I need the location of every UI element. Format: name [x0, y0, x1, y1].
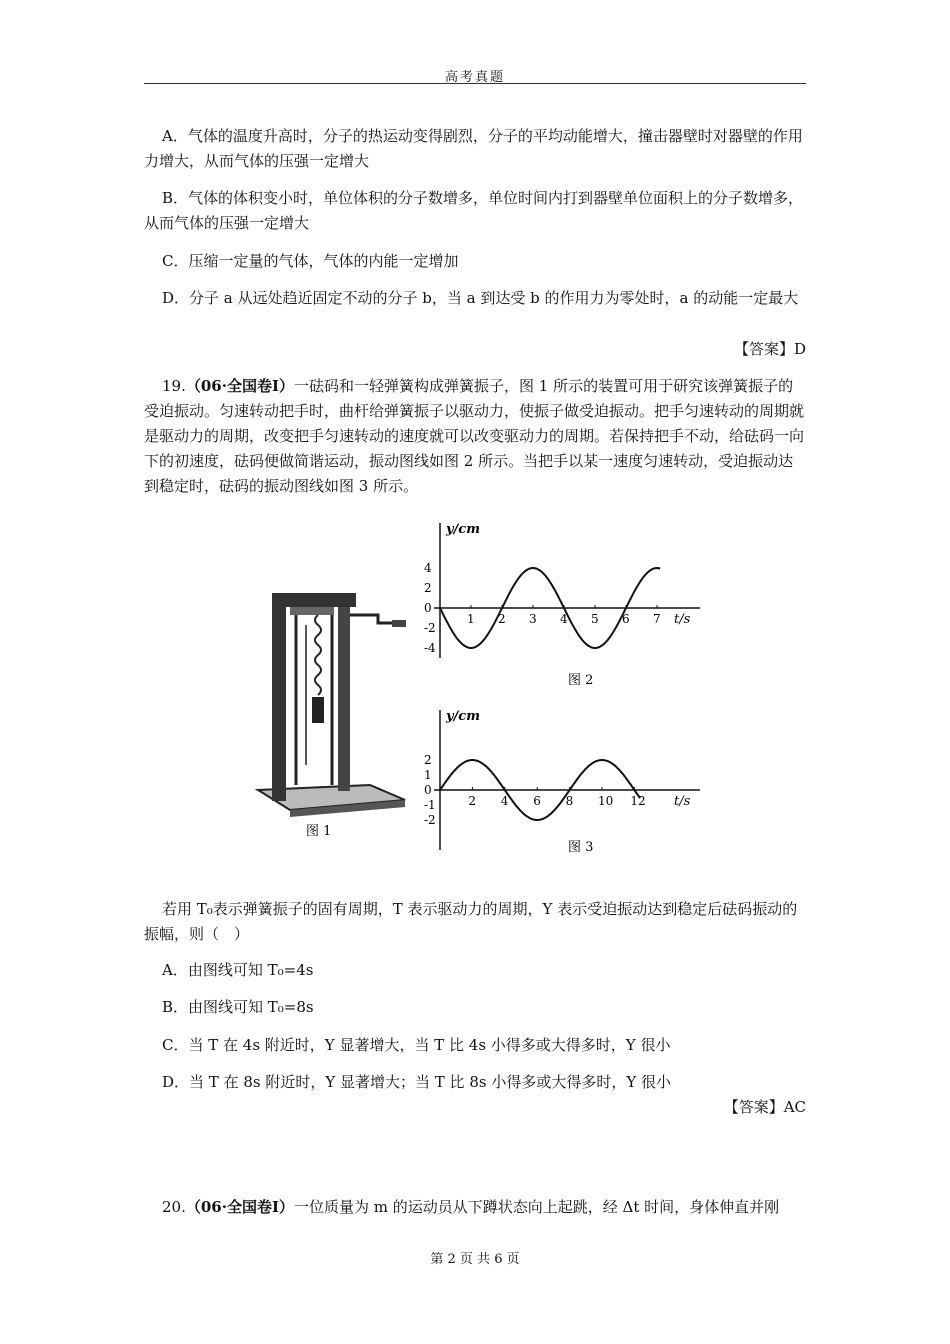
- x-tick-label: 2: [498, 612, 506, 626]
- y-tick-label: 2: [424, 581, 432, 595]
- y-axis-label: y/cm: [446, 522, 480, 537]
- x-tick-label: 6: [533, 794, 541, 808]
- q18-option-a: A．气体的温度升高时，分子的热运动变得剧烈，分子的平均动能增大，撞击器壁时对器壁的作用力增大，从而气体的压强一定增大: [144, 127, 803, 170]
- y-tick-label: -2: [424, 813, 436, 827]
- figure-1-caption: 图 1: [306, 824, 332, 839]
- q18-option-d: D．分子 a 从远处趋近固定不动的分子 b，当 a 到达受 b 的作用力为零处时，a 的动能一定最大: [162, 289, 799, 307]
- y-tick-label: 2: [424, 753, 432, 767]
- q19-stem-text: 一砝码和一轻弹簧构成弹簧振子，图 1 所示的装置可用于研究该弹簧振子的受迫振动。匀速转动把手时，曲杆给弹簧振子以驱动力，使振子做受迫振动。把手匀速转动的周期就是驱动力的周期，改变把手匀速转动的速度就可以改变驱动力的周期。若保持把手不动，给砝码一向下的初速度，砝码便做简谐运动，振动图线如图 2 所示。当把手以某一速度匀速转动，受迫振动达到稳定时，砝码的振动图线如图 3 所示。: [144, 377, 805, 495]
- q19-stem: [144, 374, 806, 499]
- x-tick-label: 5: [591, 612, 599, 626]
- figure-1-apparatus: [250, 565, 420, 845]
- figure-2-graph: [410, 518, 710, 693]
- x-tick-label: 7: [653, 612, 661, 626]
- x-axis-label: t/s: [674, 612, 691, 627]
- q19-option-b: B．由图线可知 T₀=8s: [162, 998, 314, 1016]
- q20-stem-text: 一位质量为 m 的运动员从下蹲状态向上起跳，经 Δt 时间，身体伸直并刚: [293, 1198, 780, 1216]
- x-tick-label: 4: [560, 612, 568, 626]
- q18-option-c: C．压缩一定量的气体，气体的内能一定增加: [162, 252, 459, 270]
- x-tick-label: 6: [622, 612, 630, 626]
- q19-answer: 【答案】AC: [723, 1098, 806, 1116]
- figure-caption: 图 3: [568, 840, 594, 855]
- header-rule: [144, 83, 806, 84]
- x-tick-label: 10: [598, 794, 614, 808]
- x-tick-label: 8: [565, 794, 574, 808]
- y-axis-label: y/cm: [446, 709, 480, 724]
- q20-number: 20.: [162, 1198, 186, 1216]
- q19-option-c: C．当 T 在 4s 附近时，Y 显著增大，当 T 比 4s 小得多或大得多时，Y 很小: [162, 1036, 671, 1054]
- y-tick-label: 4: [424, 561, 432, 575]
- x-tick-label: 1: [467, 612, 475, 626]
- x-tick-label: 4: [500, 794, 509, 808]
- y-tick-label: -4: [424, 641, 436, 655]
- y-tick-label: -1: [424, 798, 436, 812]
- q19-number: 19.: [162, 377, 186, 395]
- page-footer: 第 2 页 共 6 页: [430, 1252, 520, 1267]
- y-tick-label: 0: [424, 783, 432, 797]
- page-header: 高考真题: [444, 70, 505, 85]
- y-tick-label: -2: [424, 621, 436, 635]
- q19-source: （06·全国卷Ⅰ）: [185, 377, 294, 395]
- x-axis-label: t/s: [674, 794, 691, 809]
- q18-option-b: B．气体的体积变小时，单位体积的分子数增多，单位时间内打到器壁单位面积上的分子数增多，从而气体的压强一定增大: [144, 189, 804, 232]
- q18-answer: 【答案】D: [733, 340, 806, 358]
- q20-source: （06·全国卷Ⅰ）: [185, 1198, 294, 1216]
- q19-prompt: 若用 T₀表示弹簧振子的固有周期，T 表示驱动力的周期，Y 表示受迫振动达到稳定后砝码振动的振幅，则（ ）: [144, 900, 798, 943]
- x-tick-label: 2: [468, 794, 477, 808]
- figure-3-graph: [410, 705, 710, 865]
- q19-option-a: A．由图线可知 T₀=4s: [162, 961, 314, 979]
- y-tick-label: 1: [424, 768, 432, 782]
- x-tick-label: 3: [529, 612, 537, 626]
- q19-option-d: D．当 T 在 8s 附近时，Y 显著增大；当 T 比 8s 小得多或大得多时，Y 很小: [162, 1073, 672, 1091]
- q20-stem: [144, 1195, 806, 1220]
- x-tick-label: 12: [630, 794, 646, 808]
- y-tick-label: 0: [424, 601, 432, 615]
- figure-caption: 图 2: [568, 673, 594, 688]
